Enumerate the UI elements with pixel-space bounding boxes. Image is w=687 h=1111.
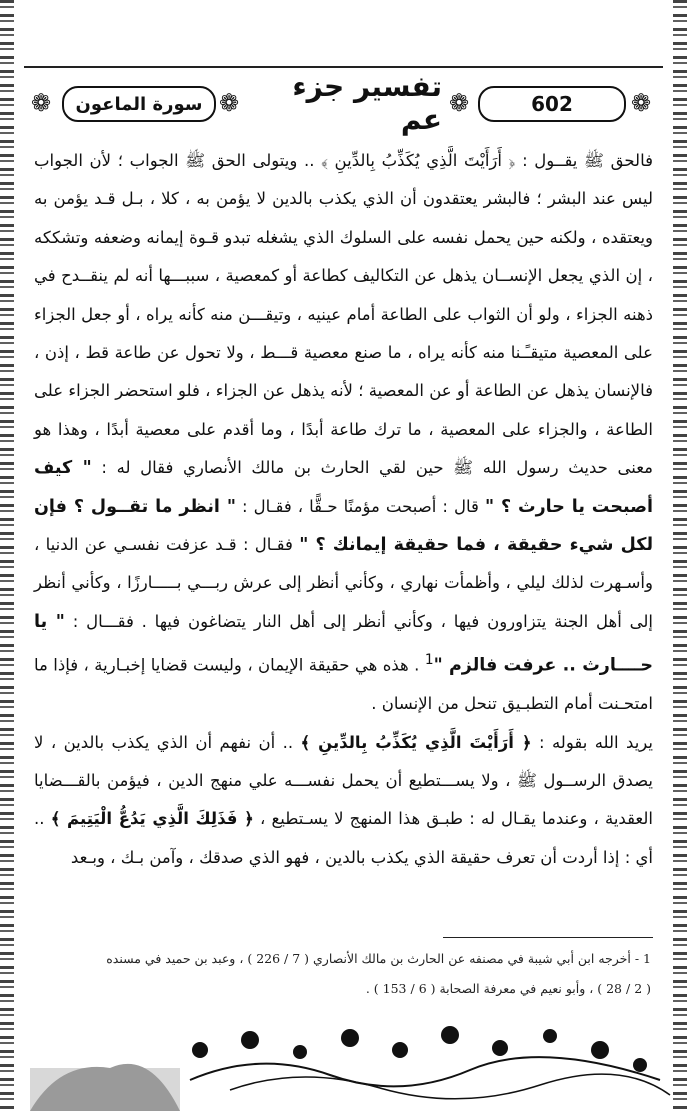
hadith-bold-text: " انظر ما تقــول ؟ فإن لكل شيء حقيقة ، فما حقيقة إيمانك ؟ " [34, 496, 654, 556]
paragraph-2-ending: .. أي : إذا أردت أن تعرف حقيقة الذي يكذب بالدين ، فهو الذي صدقك ، وآمن بـك ، وبـعد [34, 809, 653, 867]
footnotes [28, 944, 651, 1004]
paragraph-1-text: فالحق ﷺ يقــول : ﴿ أَرَأَيْتَ الَّذِي يُكَذِّبُ بِالدِّينِ ﴾ .. ويتولى الحق ﷺ الجواب ؛ لأن الجواب ليس عند البشر ؛ فالبشر يعتقدون أن الذي يكذب بالدين لا يؤمن به ، كلا ، بـل قـد يؤمن به ويعتقده ، ولكنه حين يحمل نفسه على السلوك الذي يشغله تبدو قـوة إيمانه وضعفه وتشككه ، إن الذي يجعل الإنســان يذهل عن التكاليف كطاعة أو كمعصية ، سببـــها أنه لم ينقــدح في ذهنه الجزاء ، ولو أن الثواب على الطاعة أمام عينيه ، وتيقـــن منه كأنه يراه ، أو جعل الجزاء على المعصية متيقـًـنا منه كأنه يراه ، ما صنع معصية قـــط ، ولا تحول عن طاعة قط ، إذن ، فالإنسان يذهل عن الطاعة أو عن المعصية ؛ لأنه يذهل عن الجزاء ، فلو استحضر الجزاء على الطاعة ، والجزاء على المعصية ، ما ترك طاعة أبدًا ، وما أقدم على معصية أبدًا ، وهذا هو معنى حديث رسول الله ﷺ حين لقي الحارث بن مالك الأنصاري فقال له : [34, 151, 654, 478]
floral-vine-icon [192, 1026, 647, 1072]
paragraph-2 [34, 724, 653, 878]
hadith-bold-text: " يا حــــارث .. عرفت فالزم " [34, 611, 653, 676]
decorative-floral-border [0, 1010, 687, 1111]
footnote-line: 1 - أخرجه ابن أبي شيبة في مصنفه عن الحارث بن مالك الأنصاري ( 7 / 226 ) ، وعبد بن حميد في مسنده [106, 951, 651, 966]
hadith-question-text: " كيف أصبحت يا حارث ؟ " [34, 458, 653, 517]
quran-verse: ﴿ فَذَلِكَ الَّذِي يَدُعُّ الْيَتِيمَ ﴾ [50, 809, 254, 829]
surah-name: سورة الماعون [75, 93, 203, 115]
paragraph-1 [34, 142, 653, 724]
floral-ornament-icon: ❁ [630, 89, 652, 117]
footnote-line: ( 2 / 28 ) ، وأبو نعيم في معرفة الصحابة ( 6 / 153 ) . [365, 981, 651, 996]
paragraph-2-text: .. أن نفهم أن الذي يكذب بالدين ، لا يصدق الرســول ﷺ ، ولا يســـتطيع أن يحمل نفســـه علي منهج الدين ، فيؤمن بالقـــضايا العقدية ، وعندما يقـال له : طبـق هذا المنهج لا يسـتطيع ، [34, 732, 654, 829]
hadith-reply-text: قال : أصبحت مؤمنًا حـقًّا ، فقـال : [242, 496, 479, 516]
page-header [22, 70, 665, 136]
top-rule [24, 66, 663, 68]
paragraph-2-intro: يريد الله بقوله : [538, 732, 654, 752]
page-number-box [478, 86, 626, 122]
hadith-answer-text: فقـال : قـد عزفت نفسـي عن الدنيا ، وأسـهرت لذلك ليلي ، وأظمأت نهاري ، وكأني أنظر إلى عرش ربـــي بـــــارزًا ، وكأني أنظر إلى أهل الجنة يتزاورون فيها ، وكأني أنظر إلى أهل النار يتضاغون فيها . فقـــال : [34, 535, 653, 631]
surah-name-box [62, 86, 216, 122]
left-page-border [0, 0, 14, 1111]
tafsir-body-text [34, 142, 653, 877]
floral-ornament-icon: ❁ [448, 89, 470, 117]
floral-ornament-icon: ❁ [218, 89, 240, 117]
footnote-separator [443, 937, 653, 938]
right-page-border [673, 0, 687, 1111]
page-number: 602 [531, 92, 573, 116]
floral-ornament-icon: ❁ [30, 89, 52, 117]
paragraph-1-ending: . هذه هي حقيقة الإيمان ، وليست قضايا إخبـارية ، فإذا ما امتحـنت أمام التطبـيق تنحل من الإنسان . [34, 655, 653, 714]
quran-verse: ﴿ أَرَأَيْتَ الَّذِي يُكَذِّبُ بِالدِّينِ ﴾ [300, 732, 532, 752]
footnote-marker: 1 [424, 652, 434, 669]
book-title: تفسير جزء عم [292, 70, 442, 136]
